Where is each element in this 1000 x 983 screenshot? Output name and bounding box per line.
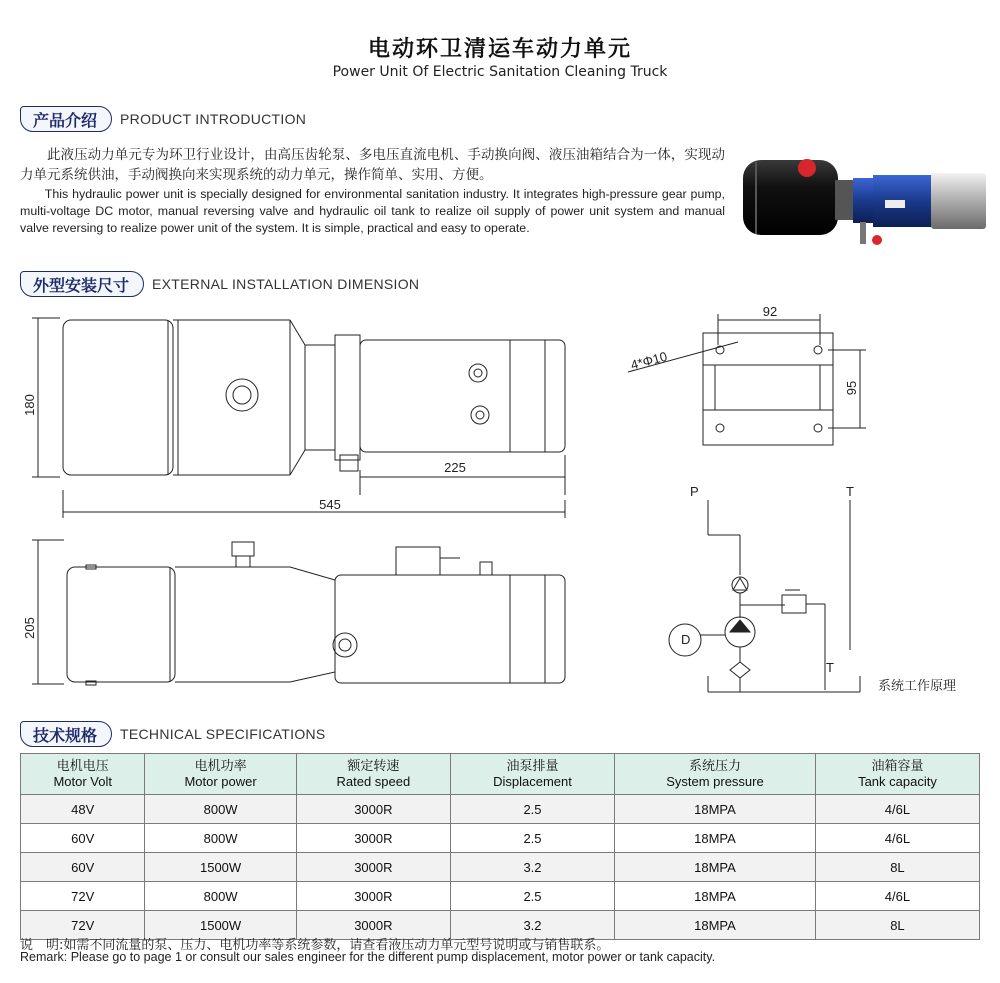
table-cell: 2.5 xyxy=(450,824,614,853)
table-cell: 800W xyxy=(145,824,296,853)
table-cell: 2.5 xyxy=(450,882,614,911)
side-view-tank xyxy=(67,567,175,682)
table-cell: 60V xyxy=(21,824,145,853)
column-header: 电机功率 Motor power xyxy=(145,754,296,795)
dim-mount-holes: 4*Φ10 xyxy=(628,348,669,373)
table-cell: 4/6L xyxy=(815,882,979,911)
intro-text-en: This hydraulic power unit is specially designed for environmental sanitation industry. It integrates high-pressure gear pump, multi-voltage DC motor, manual reversing valve and hydraulic oil tank to realize oil supply of power unit system and manual valve reversing to realize power unit of the system. It is simple, practical and easy to operate. xyxy=(20,187,725,235)
column-header: 油泵排量 Displacement xyxy=(450,754,614,795)
tank-icon xyxy=(743,160,838,235)
remark-en: Remark: Please go to page 1 or consult our sales engineer for the different pump displacement, motor power or tank capacity. xyxy=(20,950,716,964)
page-title: 电动环卫清运车动力单元 xyxy=(367,37,632,62)
dim-225: 225 xyxy=(444,460,466,475)
section-tab-intro: 产品介绍 xyxy=(20,106,112,132)
dim-180: 180 xyxy=(22,394,37,416)
dim-205: 205 xyxy=(22,617,37,639)
table-row xyxy=(21,824,980,853)
section-header-intro xyxy=(20,105,306,133)
section-title-dimension: EXTERNAL INSTALLATION DIMENSION xyxy=(152,276,420,292)
dim-92: 92 xyxy=(762,304,778,319)
spec-table xyxy=(20,753,980,940)
table-cell: 3.2 xyxy=(450,911,614,940)
table-cell: 72V xyxy=(21,911,145,940)
filler-cap-icon xyxy=(798,159,816,177)
table-cell: 4/6L xyxy=(815,824,979,853)
table-cell: 4/6L xyxy=(815,795,979,824)
table-cell: 18MPA xyxy=(615,911,816,940)
table-cell: 1500W xyxy=(145,853,296,882)
section-title-intro: PRODUCT INTRODUCTION xyxy=(120,111,307,127)
table-cell: 3000R xyxy=(296,911,450,940)
column-header: 系统压力 System pressure xyxy=(615,754,816,795)
remark-cn: 说 明:如需不同流量的泵、压力、电机功率等系统参数，请查看液压动力单元型号说明或与销售联系。 xyxy=(20,938,610,953)
table-cell: 2.5 xyxy=(450,795,614,824)
top-view-tank xyxy=(63,320,173,475)
table-cell: 3000R xyxy=(296,824,450,853)
dim-545: 545 xyxy=(319,497,341,512)
table-cell: 18MPA xyxy=(615,824,816,853)
section-header-specs xyxy=(20,720,326,748)
section-tab-specs: 技术规格 xyxy=(20,721,112,747)
table-cell: 3000R xyxy=(296,853,450,882)
port-p-label: P xyxy=(690,484,699,499)
motor-symbol-label: D xyxy=(681,632,691,647)
mount-plate xyxy=(703,333,833,445)
page-subtitle: Power Unit Of Electric Sanitation Cleaning Truck xyxy=(332,64,668,80)
table-row xyxy=(21,795,980,824)
schematic-caption: 系统工作原理 xyxy=(878,678,957,693)
table-cell: 800W xyxy=(145,882,296,911)
table-row xyxy=(21,853,980,882)
section-header-dimension xyxy=(20,270,419,298)
dim-95: 95 xyxy=(844,380,859,396)
table-cell: 3000R xyxy=(296,882,450,911)
table-cell: 72V xyxy=(21,882,145,911)
product-photo xyxy=(735,140,990,258)
installation-drawing xyxy=(0,300,1000,710)
column-header: 油箱容量 Tank capacity xyxy=(815,754,979,795)
column-header: 电机电压 Motor Volt xyxy=(21,754,145,795)
port-t-top-label: T xyxy=(846,484,854,499)
table-cell: 8L xyxy=(815,911,979,940)
column-header: 额定转速 Rated speed xyxy=(296,754,450,795)
table-header-row xyxy=(21,754,980,795)
port-t-bottom-label: T xyxy=(826,660,834,675)
valve-icon xyxy=(853,178,875,223)
table-cell: 18MPA xyxy=(615,882,816,911)
table-cell: 3.2 xyxy=(450,853,614,882)
table-cell: 18MPA xyxy=(615,853,816,882)
table-cell: 48V xyxy=(21,795,145,824)
table-cell: 8L xyxy=(815,853,979,882)
top-view-motor xyxy=(360,340,565,452)
intro-text-cn: 此液压动力单元专为环卫行业设计，由高压齿轮泵、多电压直流电机、手动换向阀、液压油箱结合为一体，实现动力单元系统供油，手动阀换向来实现系统的动力单元，操作简单、实用、方便。 xyxy=(20,147,725,183)
section-title-specs: TECHNICAL SPECIFICATIONS xyxy=(120,726,326,742)
table-cell: 18MPA xyxy=(615,795,816,824)
section-tab-dimension: 外型安装尺寸 xyxy=(20,271,144,297)
table-row xyxy=(21,882,980,911)
table-cell: 3000R xyxy=(296,795,450,824)
table-cell: 60V xyxy=(21,853,145,882)
table-cell: 800W xyxy=(145,795,296,824)
table-cell: 1500W xyxy=(145,911,296,940)
side-view-motor xyxy=(335,575,565,683)
